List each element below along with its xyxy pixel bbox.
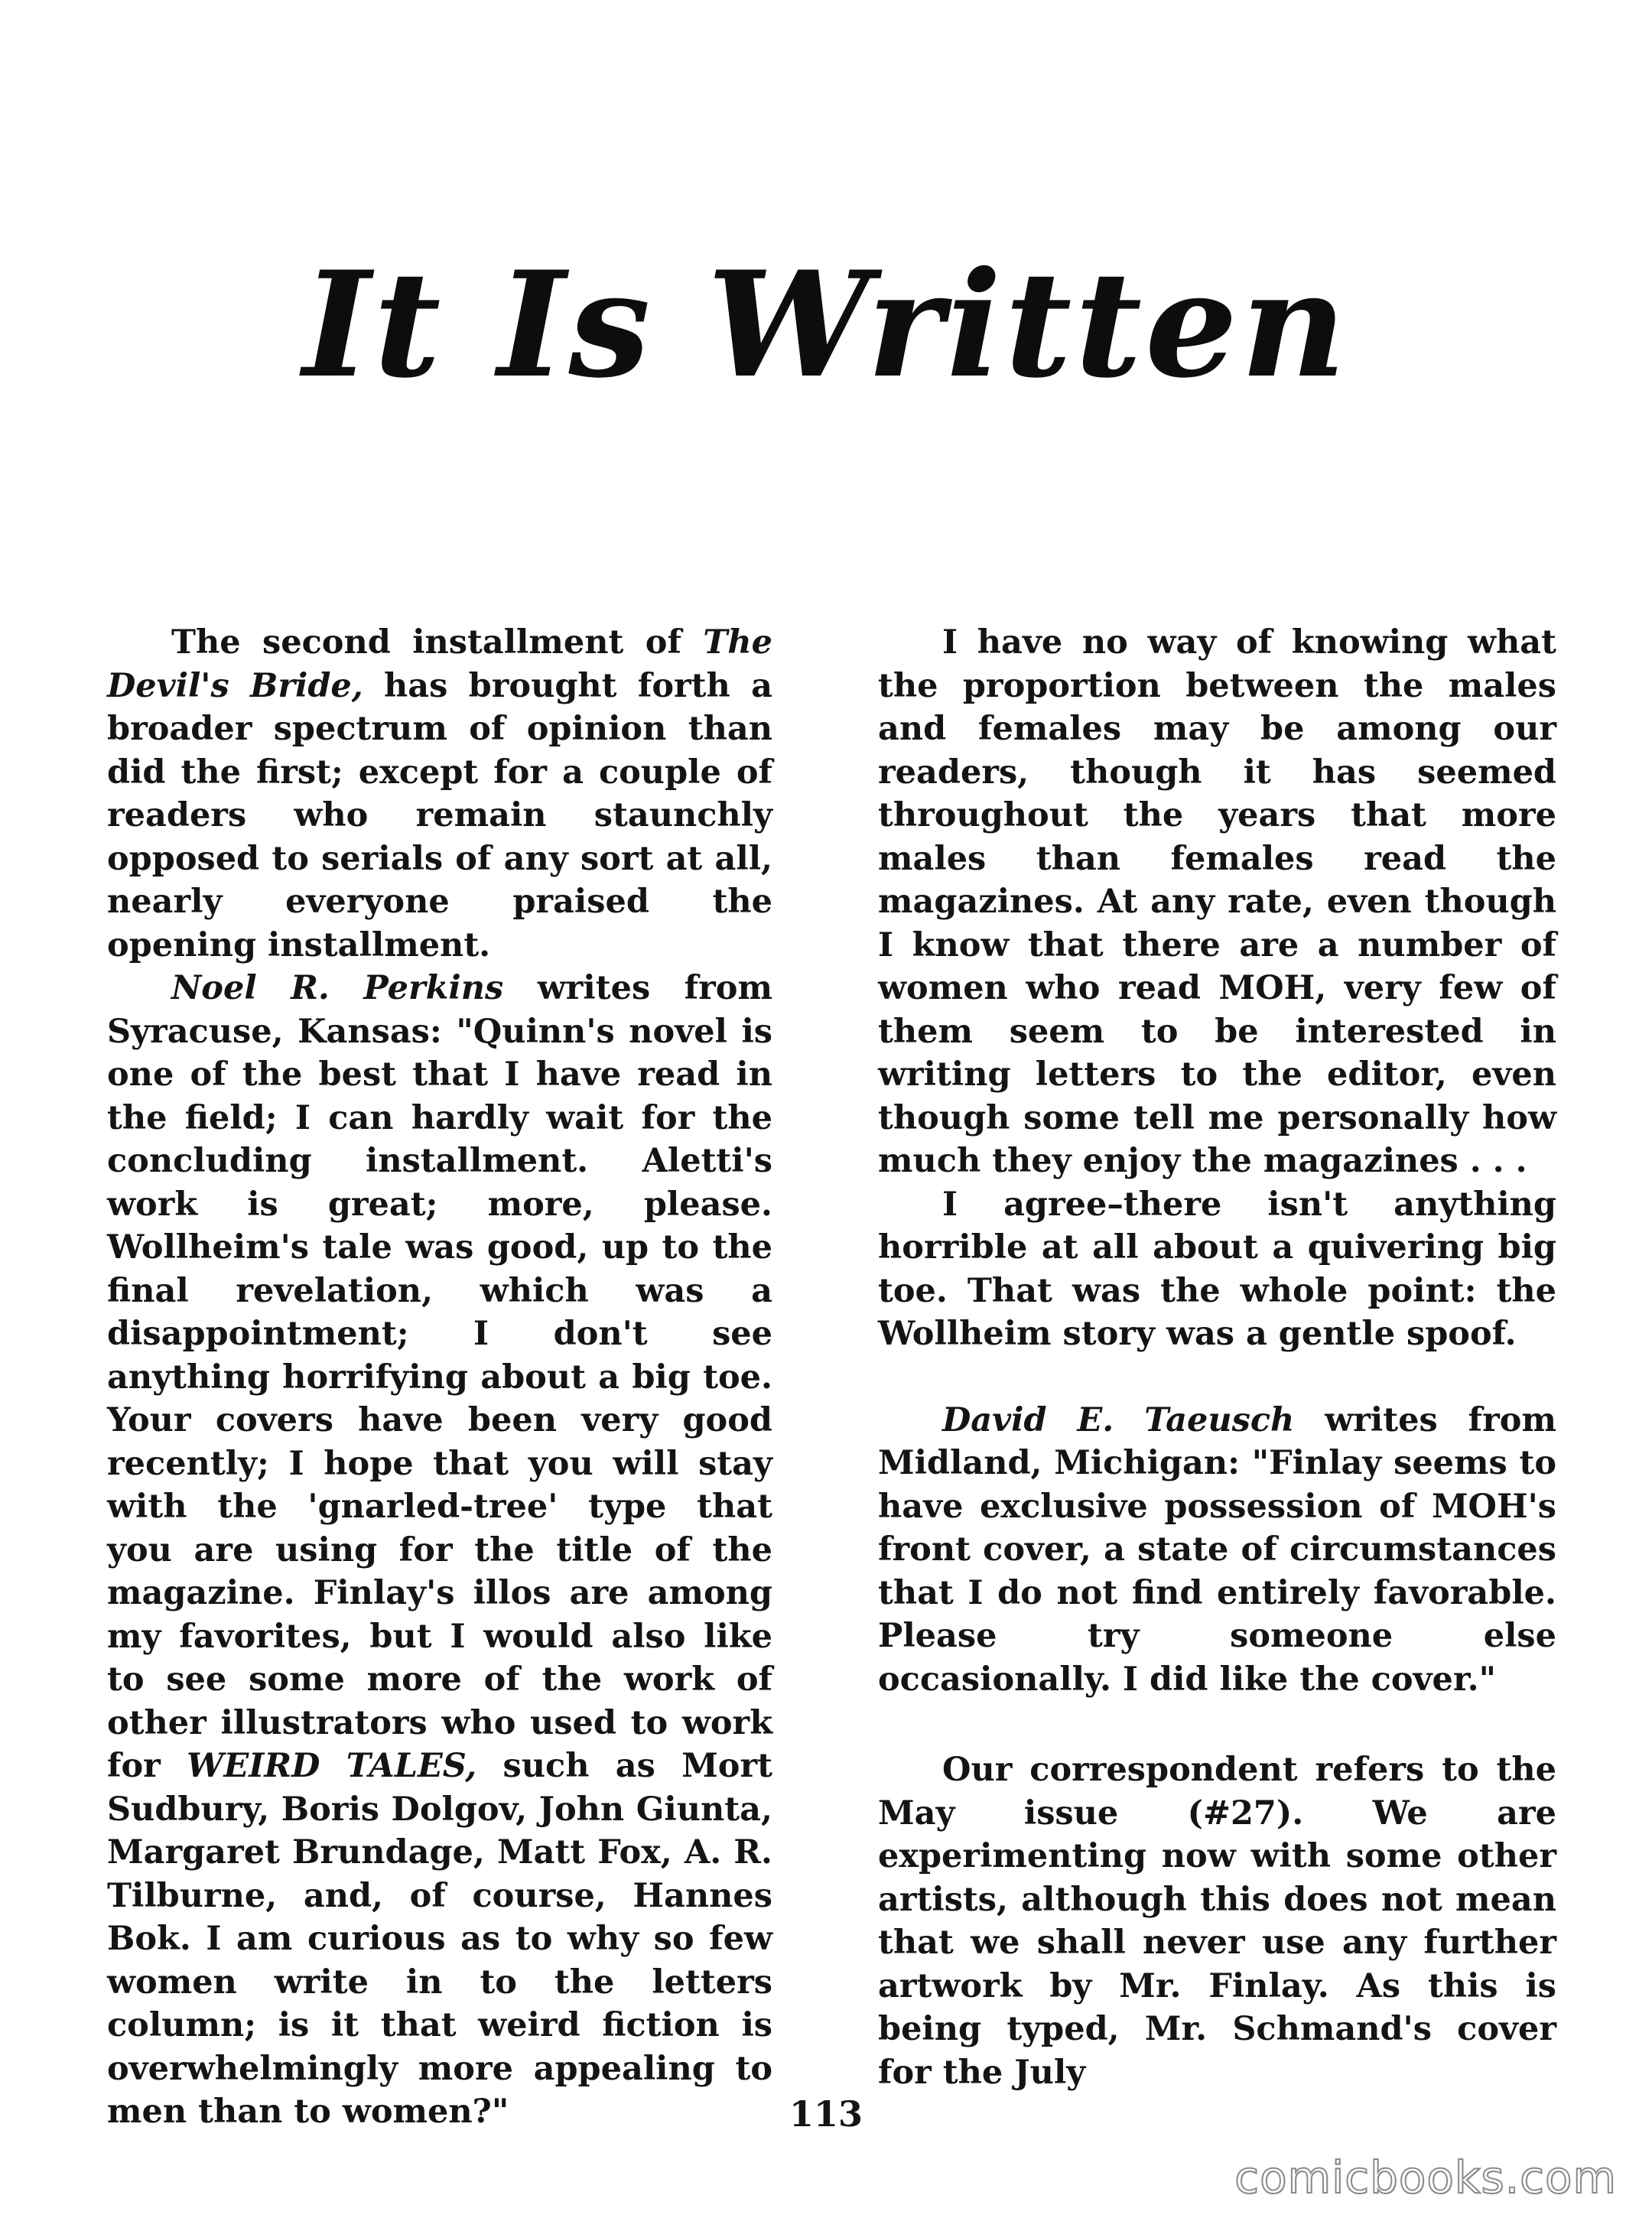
letter-writer-name-2: David E. Taeusch <box>942 1400 1295 1439</box>
intro-text: The second installment of <box>171 623 704 662</box>
right-column <box>878 621 1556 2094</box>
letter-text-continued: such as Mort Sudbury, Boris Dolgov, John Giunta, Margaret Brundage, Matt Fox, A. R. Tilburne, and, of course, Hannes Bok. I am curious as to why so few women write in to the letters column; is it that weird fiction is overwhelmingly more appealing to men than to women?" <box>107 1747 772 2131</box>
intro-text-continued: has brought forth a broader spectrum of opinion than did the first; except for a couple of readers who remain staunchly opposed to serials of any sort at all, nearly everyone praised the opening installment. <box>107 666 772 964</box>
page-title: It Is Written <box>302 239 1350 410</box>
watermark: comicbooks.com <box>1234 2151 1617 2203</box>
page-number: 113 <box>789 2093 863 2135</box>
letter-writer-name: Noel R. Perkins <box>171 969 504 1007</box>
magazine-title: WEIRD TALES, <box>187 1747 477 1785</box>
letter-text-2: writes from Midland, Michigan: "Finlay seems to have exclusive possession of MOH's front cover, a state of circumstances that I do not find entirely favorable. Please try someone else occasionally. I did like the cover." <box>878 1400 1556 1699</box>
paragraph-editor-reply-3: Our correspondent refers to the May issue (#27). We are experimenting now with some other artists, although this does not mean that we shall never use any further artwork by Mr. Finlay. As this is being typed, Mr. Schmand's cover for the July <box>878 1751 1556 2092</box>
paragraph-perkins-letter <box>107 967 772 2134</box>
left-column <box>107 621 772 2134</box>
paragraph-editor-reply-2: I agree–there isn't anything horrible at all about a quivering big toe. That was the whole point: the Wollheim story was a gentle spoof. <box>878 1185 1556 1353</box>
paragraph-taeusch-letter <box>878 1399 1556 1702</box>
letter-text: writes from Syracuse, Kansas: "Quinn's novel is one of the best that I have read in the field; I can hardly wait for the concluding installment. Aletti's work is great; more, please. Wollheim's tale was good, up to the final revelation, which was a disappointment; I don't see anything horrifying about a big toe. Your covers have been very good recently; I hope that you will stay with the 'gnarled-tree' type that you are using for the title of the magazine. Finlay's illos are among my favorites, but I would also like to see some more of the work of other illustrators who used to work for <box>107 969 772 1785</box>
paragraph-editor-reply: I have no way of knowing what the proportion between the males and females may be among our readers, though it has seemed throughout the years that more males than females read the magazines. At any rate, even though I know that there are a number of women who read MOH, very few of them seem to be interested in writing letters to the editor, even though some tell me personally how much they enjoy the magazines . . . <box>878 623 1556 1180</box>
paragraph-intro <box>107 621 772 967</box>
serial-title: The Devil's Bride, <box>107 623 772 705</box>
